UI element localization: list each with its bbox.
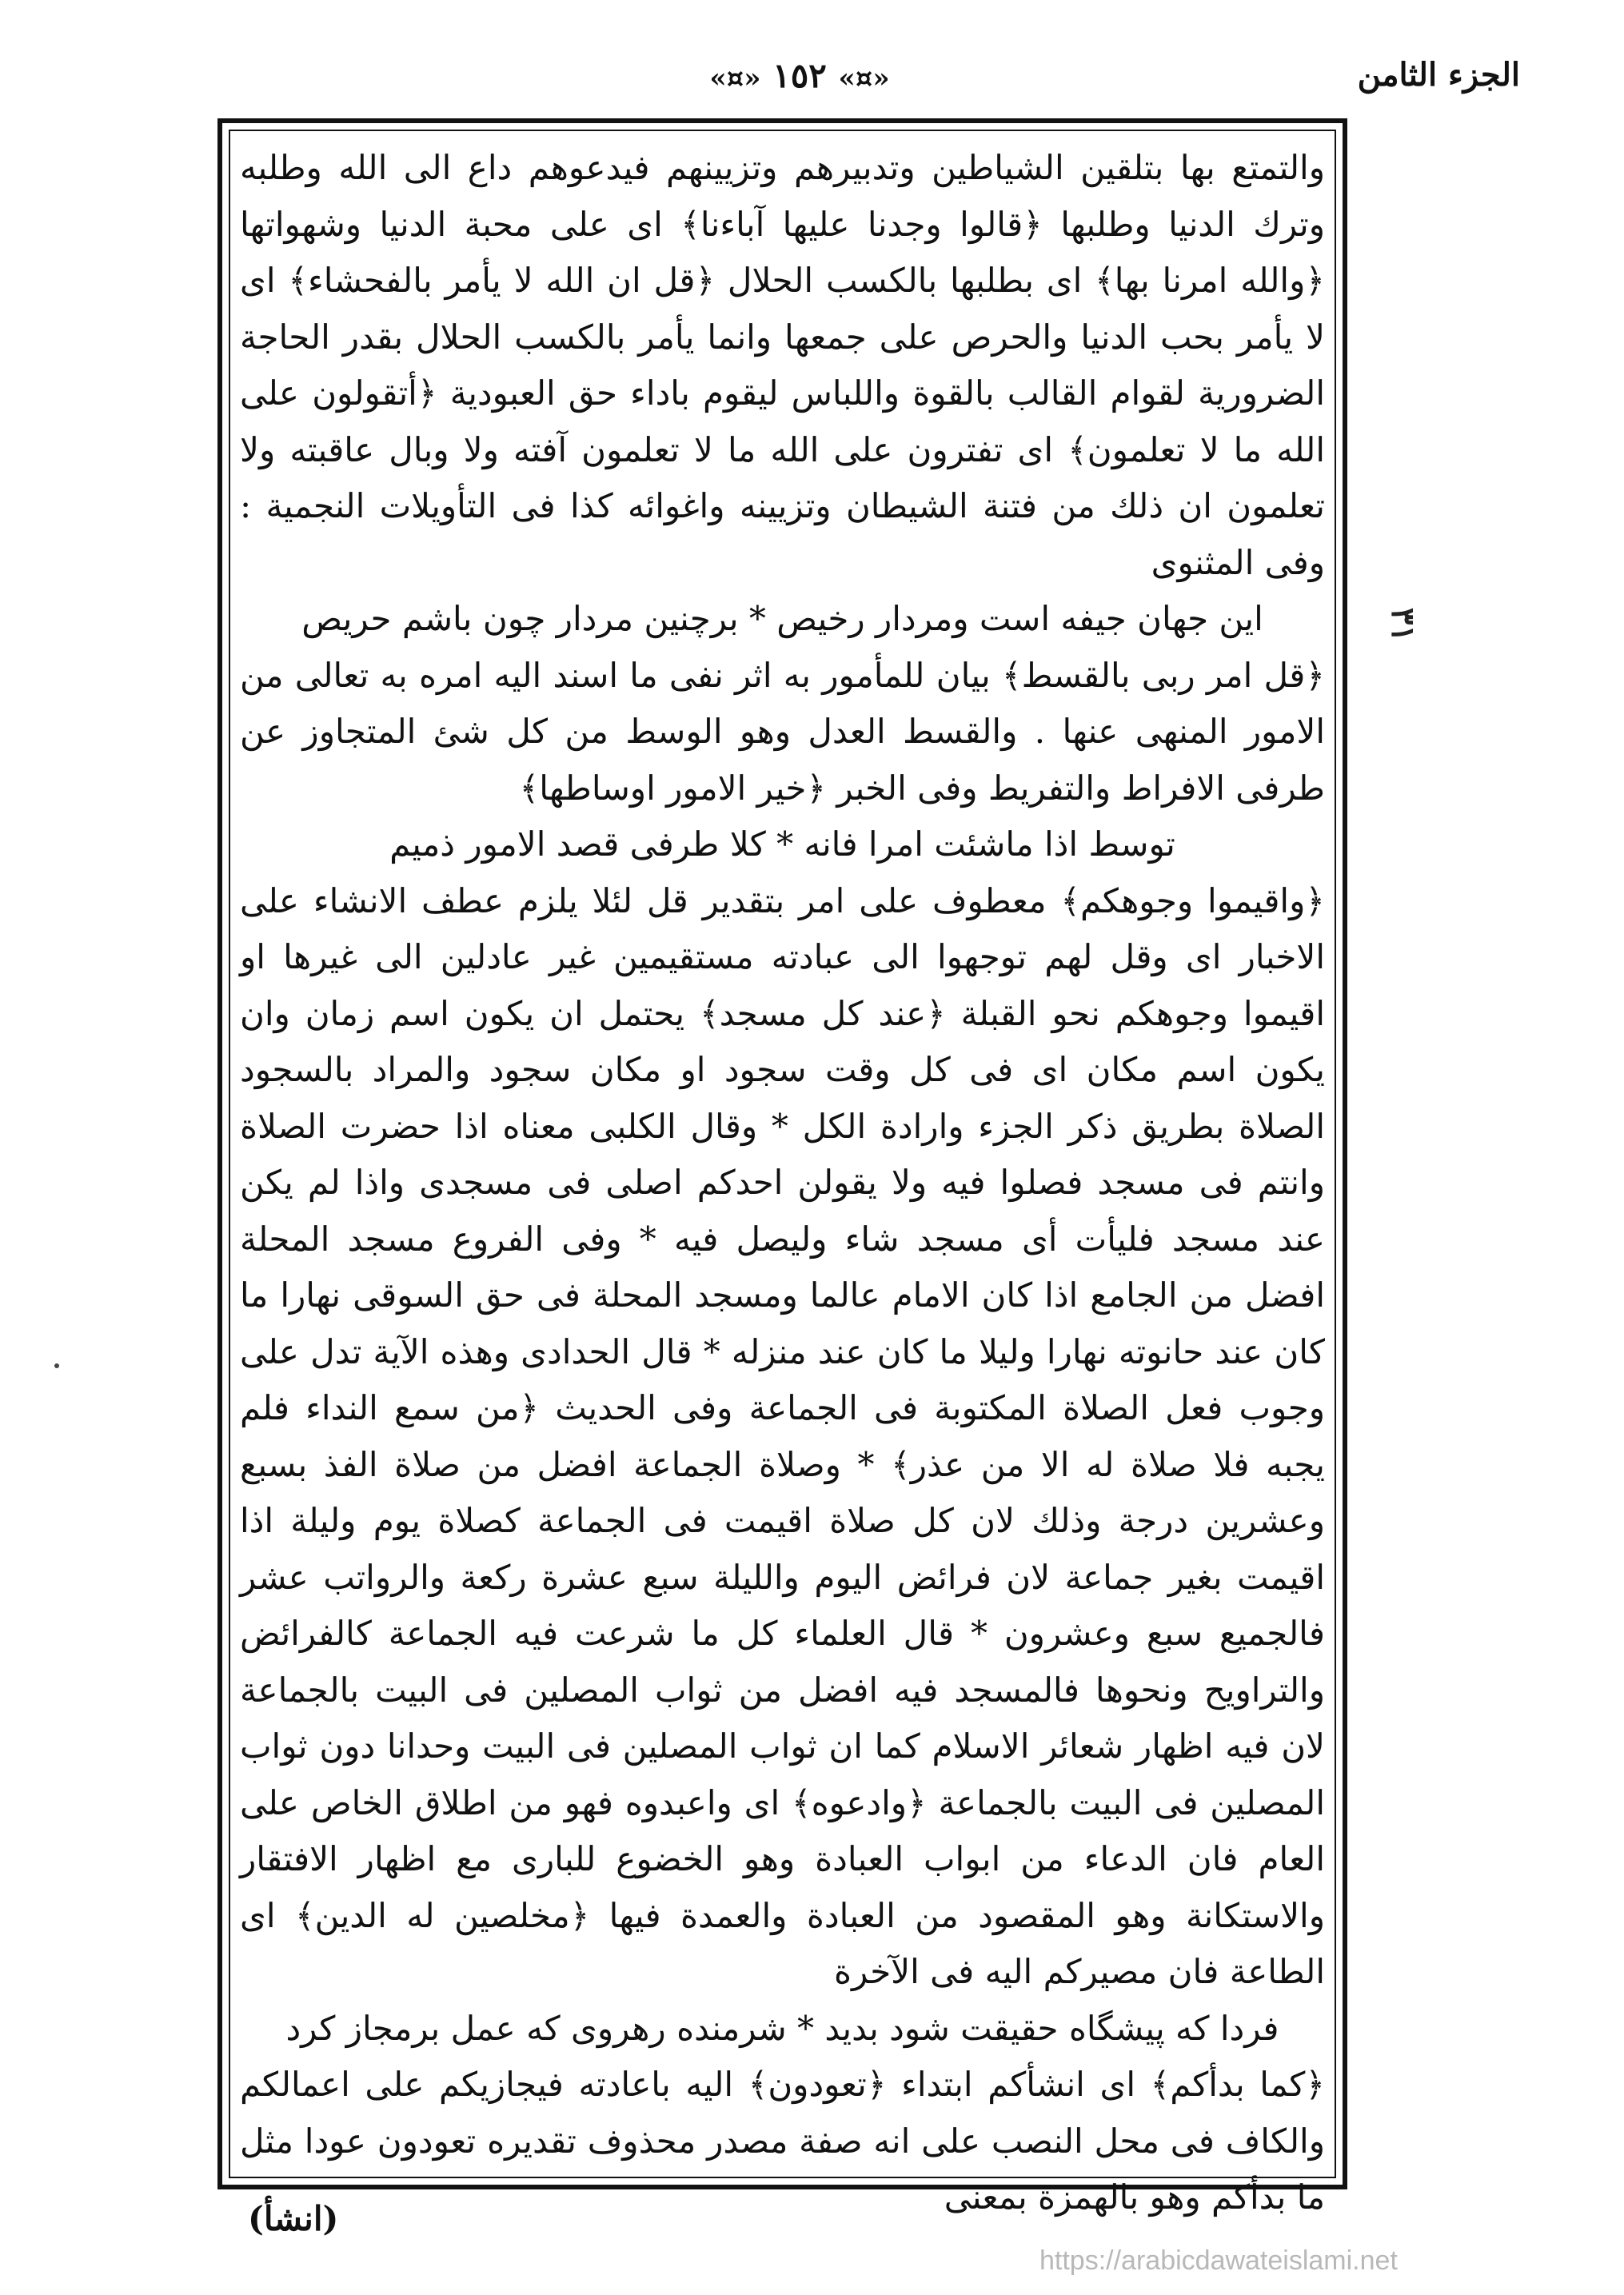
paragraph-3: ﴿واقيموا وجوهكم﴾ معطوف على امر بتقدير قل لئلا يلزم عطف الانشاء على الاخبار اى وقل لهم توجهوا الى عبادته مستقيمين غير عادلين الى غيرها او اقيموا وجوهكم نحو القبلة ﴿عند كل مسجد﴾ يحتمل ان يكون اسم زمان وان يكون اسم مكان اى فى كل وقت سجود او مكان سجود والمراد بالسجود الصلاة بطريق ذكر الجزء وارادة الكل * وقال الكلبى معناه اذا حضرت الصلاة وانتم فى مسجد فصلوا فيه ولا يقولن احدكم اصلى فى مسجدى واذا لم يكن عند مسجد فليأت أى مسجد شاء وليصل فيه * وفى الفروع مسجد المحلة افضل من الجامع اذا كان الامام عالما ومسجد المحلة فى حق السوقى نهارا ما كان عند حانوته نهارا وليلا ما كان عند منزله * قال الحدادى وهذه الآية تدل على وجوب فعل الصلاة المكتوبة فى الجماعة وفى الحديث ﴿من سمع النداء فلم يجبه فلا صلاة له الا من عذر﴾ * وصلاة الجماعة افضل من صلاة الفذ بسبع وعشرين درجة وذلك لان كل صلاة اقيمت فى الجماعة كصلاة يوم وليلة اذا اقيمت بغير جماعة لان فرائض اليوم والليلة سبع عشرة ركعة والرواتب عشر فالجميع سبع وعشرون * قال العلماء كل ما شرعت فيه الجماعة كالفرائض والتراويح ونحوها فالمسجد فيه افضل من ثواب المصلين فى البيت بالجماعة لان فيه اظهار شعائر الاسلام كما ان ثواب المصلين فى البيت وحدانا دون ثواب المصلين فى البيت بالجماعة ﴿وادعوه﴾ اى واعبدوه فهو من اطلاق الخاص على العام فان الدعاء من ابواب العبادة وهو الخضوع للبارى مع اظهار الافتقار والاستكانة وهو المقصود من العبادة والعمدة فيها ﴿مخلصين له الدين﴾ اى الطاعة فان مصيركم اليه فى الآخرة — [240, 880, 1325, 1991]
margin-verse-number: ٣١ — [1384, 608, 1422, 642]
ornament-left: «¤» — [709, 62, 761, 94]
main-text — [240, 140, 1325, 2226]
page-header — [0, 56, 1624, 104]
poetry-verse-1: اين جهان جيفه است ومردار رخيص * برچنين مردار چون باشم حريص — [301, 599, 1263, 638]
ornament-right: «¤» — [838, 62, 890, 94]
page-number-block — [680, 56, 920, 95]
poetry-verse-3: فردا كه پيشگاه حقيقت شود بديد * شرمنده رهروى كه عمل برمجاز كرد — [285, 2008, 1279, 2048]
poetry-verse-2: توسط اذا ماشئت امرا فانه * كلا طرفى قصد الامور ذميم — [389, 824, 1175, 864]
page-number: ١٥٢ — [772, 56, 827, 95]
part-title: الجزء الثامن — [1357, 56, 1520, 94]
watermark-url: https://arabicdawateislami.net — [1039, 2245, 1398, 2276]
catchword: (انشأ) — [248, 2199, 339, 2238]
paragraph-2: ﴿قل امر ربى بالقسط﴾ بيان للمأمور به اثر نفى ما اسند اليه امره به تعالى من الامور المنهى عنها . والقسط العدل وهو الوسط من كل شئ المتجاوز عن طرفى الافراط والتفريط وفى الخبر ﴿خير الامور اوساطها﴾ — [240, 655, 1325, 808]
paragraph-1: والتمتع بها بتلقين الشياطين وتدبيرهم وتزيينهم فيدعوهم داع الى الله وطلبه وترك الدنيا وطلبها ﴿قالوا وجدنا عليها آباءنا﴾ اى على محبة الدنيا وشهواتها ﴿والله امرنا بها﴾ اى بطلبها بالكسب الحلال ﴿قل ان الله لا يأمر بالفحشاء﴾ اى لا يأمر بحب الدنيا والحرص على جمعها وانما يأمر بالكسب الحلال بقدر الحاجة الضرورية لقوام القالب بالقوة واللباس ليقوم باداء حق العبودية ﴿أتقولون على الله ما لا تعلمون﴾ اى تفترون على الله ما لا تعلمون آفته ولا وبال عاقبته ولا تعلمون ان ذلك من فتنة الشيطان وتزيينه واغوائه كذا فى التأويلات النجمية : وفى المثنوى — [240, 148, 1325, 582]
paragraph-4: ﴿كما بدأكم﴾ اى انشأكم ابتداء ﴿تعودون﴾ اليه باعادته فيجازيكم على اعمالكم والكاف فى محل النصب على انه صفة مصدر محذوف تقديره تعودون عودا مثل ما بدأكم وهو بالهمزة بمعنى — [240, 2065, 1325, 2217]
scan-speck — [54, 1363, 59, 1368]
